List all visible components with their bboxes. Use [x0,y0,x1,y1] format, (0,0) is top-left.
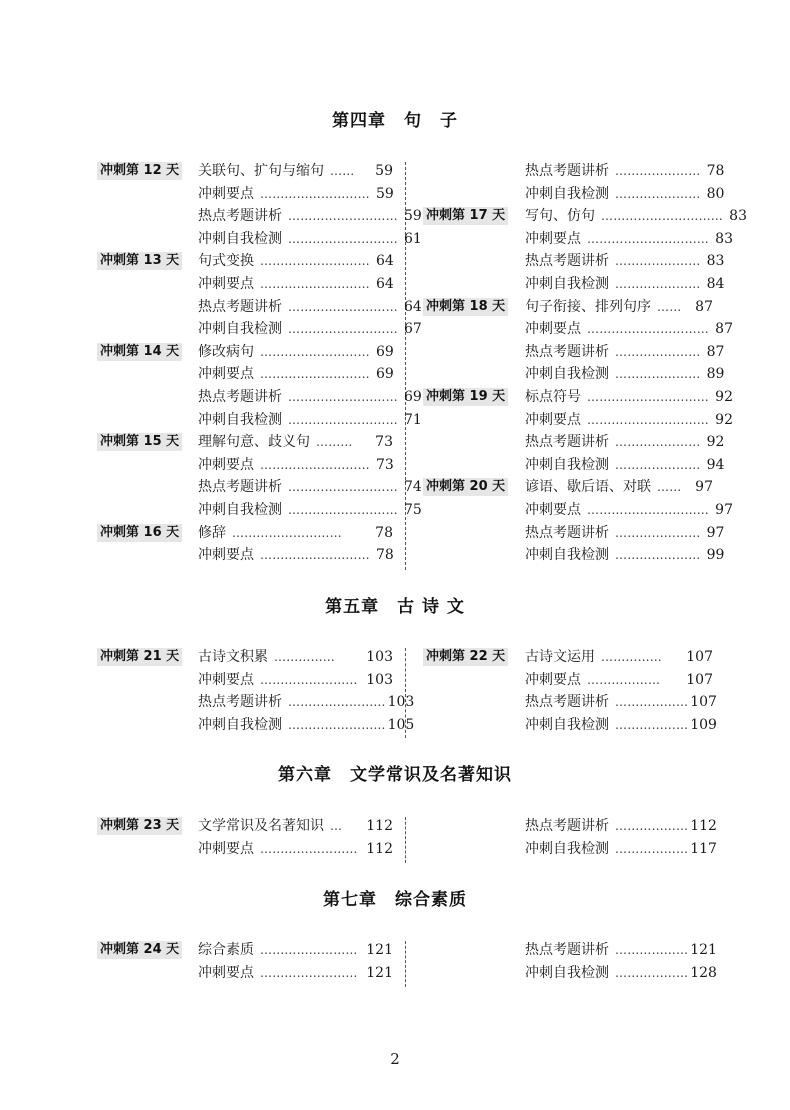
leader-dots: ……………………… [288,389,398,404]
entry-title: 热点考题讲析 [198,388,282,405]
page-ref: 71 [403,411,422,428]
toc-entry-link[interactable] [525,669,713,692]
toc-row [97,273,393,296]
chapter-title: 第七章 综合素质 [323,890,467,910]
toc-row [423,939,717,962]
toc-entry-link[interactable] [525,160,725,183]
page-ref: 64 [403,298,422,315]
toc-row [423,499,733,522]
toc-row [423,363,725,386]
page-ref: 78 [706,163,725,179]
toc-row [423,386,733,409]
toc-entry-link[interactable] [525,183,725,206]
entry-title: 热点考题讲析 [525,434,609,451]
entry-title: 冲刺要点 [198,275,254,292]
page-ref: 103 [366,671,393,688]
toc-row [423,205,747,228]
toc-entry-link[interactable] [525,228,733,251]
leader-dots: ……………………… [232,525,342,540]
page-ref: 97 [695,479,713,496]
leader-dots: ………………………… [587,231,709,246]
toc-row [97,522,393,545]
entry-title: 冲刺自我检测 [525,547,609,564]
page-ref: 87 [715,321,733,338]
page-ref: 84 [706,275,725,292]
entry-title: 冲刺自我检测 [525,275,609,292]
chapter-title: 第六章 文学常识及名著知识 [278,765,512,785]
toc-row [423,838,717,861]
leader-dots: …… [330,164,355,178]
toc-row [97,714,415,737]
toc-row [97,454,393,477]
toc-row [423,409,733,432]
page-ref: 80 [706,185,725,202]
page-ref: 103 [366,649,393,665]
leader-dots: ………………………… [587,412,709,427]
entry-title: 冲刺要点 [525,230,581,247]
leader-dots: …………… [601,650,662,664]
toc-row [423,815,717,838]
leader-dots: ………………………… [601,209,723,224]
leader-dots: ………………… [615,186,701,201]
toc-entry-link[interactable] [525,205,747,228]
entry-title: 写句、仿句 [525,208,595,225]
entry-title: 冲刺要点 [198,185,254,202]
left-column [97,160,422,567]
toc-row [97,939,393,962]
leader-dots: …………………… [260,943,358,957]
toc-row [97,431,393,454]
page-number: 2 [390,1050,400,1068]
leader-dots: …………………… [288,717,386,732]
toc-row [97,476,422,499]
leader-dots: ………………… [615,276,701,291]
leader-dots: ……………………… [288,322,398,337]
entry-title: 热点考题讲析 [525,942,609,958]
page-ref: 69 [375,366,394,383]
leader-dots: …………………… [288,695,386,710]
toc-entry-link[interactable] [198,296,422,319]
entry-title: 综合素质 [198,942,254,958]
toc-row [97,646,393,669]
toc-entry-link[interactable] [525,454,725,477]
entry-title: 热点考题讲析 [198,298,282,315]
page-ref: 109 [690,716,717,733]
toc-row [423,183,725,206]
leader-dots: ………………… [615,525,701,540]
page-ref: 83 [706,253,725,270]
toc-entry-link[interactable] [525,544,725,567]
toc-entry-link[interactable] [198,691,415,714]
toc-entry-link[interactable] [525,409,733,432]
leader-dots: ………………… [615,164,701,178]
day-label: 冲刺第 12 天 [97,162,182,180]
page-ref: 107 [690,694,717,711]
entry-title: 古诗文积累 [198,649,268,665]
page-ref: 121 [366,942,393,958]
page-ref: 78 [375,524,393,541]
page-ref: 59 [375,163,393,179]
right-column [423,939,717,984]
toc-entry-link[interactable] [198,228,422,251]
toc-row [97,544,393,567]
page-ref: 92 [706,434,725,451]
leader-dots: ………………… [615,367,701,382]
toc-row [97,205,422,228]
page-ref: 121 [366,964,393,981]
toc-entry-link[interactable] [525,386,733,409]
page-ref: 73 [375,456,394,473]
toc-entry-link[interactable] [198,476,422,499]
day-label: 冲刺第 16 天 [97,524,182,542]
entry-title: 冲刺自我检测 [525,964,609,981]
toc-row [97,183,393,206]
chapter-title: 第四章 句 子 [332,111,458,131]
leader-dots: ………………………… [587,389,709,404]
toc-entry-link[interactable] [525,522,725,545]
day-label: 冲刺第 24 天 [97,941,182,959]
entry-title: 热点考题讲析 [525,818,609,834]
page-ref: 112 [366,818,393,834]
page-ref: 107 [686,649,713,665]
entry-title: 修辞 [198,524,226,541]
entry-title: 热点考题讲析 [198,694,282,711]
left-column [97,646,415,736]
toc-row [97,499,422,522]
day-label: 冲刺第 22 天 [423,648,508,666]
toc-row [97,838,393,861]
leader-dots: …………… [274,650,335,664]
entry-title: 冲刺自我检测 [525,185,609,202]
page-ref: 87 [706,343,725,360]
entry-title: 冲刺要点 [525,501,581,518]
toc-entry-link[interactable] [198,250,393,273]
page-ref: 59 [403,208,422,225]
page-ref: 107 [686,671,713,688]
entry-title: 冲刺自我检测 [198,716,282,733]
toc-entry-link[interactable] [525,363,725,386]
page-ref: 61 [403,230,422,247]
page-ref: 74 [403,479,422,496]
toc-row [423,544,725,567]
page-ref: 92 [715,411,733,428]
entry-title: 关联句、扩句与缩句 [198,163,324,179]
left-column [97,939,393,984]
page-ref: 105 [387,716,415,733]
toc-row [97,815,393,838]
page-ref: 117 [690,840,717,857]
entry-title: 句子衔接、排列句序 [525,298,651,315]
toc-row [423,318,733,341]
entry-title: 冲刺自我检测 [525,716,609,733]
toc-row [97,318,422,341]
leader-dots: ……………………… [260,186,370,201]
entry-title: 冲刺自我检测 [198,501,282,518]
leader-dots: …………………… [260,672,358,687]
toc-row [423,228,733,251]
leader-dots: ……………………… [288,480,398,495]
toc-entry-link[interactable] [525,838,717,861]
toc-entry-link[interactable] [198,183,393,206]
toc-entry-link[interactable] [525,341,725,364]
toc-row [97,160,393,183]
toc-entry-link[interactable] [198,409,422,432]
toc-entry-link[interactable] [525,815,717,838]
leader-dots: ………………… [615,254,701,269]
toc-row [423,431,725,454]
entry-title: 冲刺要点 [525,321,581,338]
toc-entry-link[interactable] [525,296,713,319]
entry-title: 理解句意、歧义句 [198,434,310,451]
page-ref: 69 [403,388,422,405]
day-label: 冲刺第 19 天 [423,388,508,406]
toc-entry-link[interactable] [525,273,725,296]
leader-dots: ……………………… [260,548,370,563]
entry-title: 热点考题讲析 [525,524,609,541]
toc-row [97,228,422,251]
day-label: 冲刺第 18 天 [423,298,508,316]
toc-row [423,160,725,183]
entry-title: 热点考题讲析 [198,208,282,225]
entry-title: 冲刺自我检测 [198,230,282,247]
toc-entry-link[interactable] [198,646,393,669]
page-ref: 87 [695,298,713,315]
day-label: 冲刺第 23 天 [97,817,182,835]
entry-title: 标点符号 [525,388,581,405]
leader-dots: ………………… [615,435,701,450]
entry-title: 冲刺要点 [198,671,254,688]
toc-entry-link[interactable] [525,962,717,985]
page-ref: 83 [715,230,733,247]
left-column [97,815,393,860]
page-ref: 73 [375,434,393,451]
toc-row [423,714,717,737]
entry-title: 热点考题讲析 [525,694,609,711]
toc-entry-link[interactable] [198,499,422,522]
leader-dots: ……… [316,435,353,450]
day-label: 冲刺第 17 天 [423,207,508,225]
leader-dots: ……………… [587,672,661,687]
toc-row [423,522,725,545]
toc-entry-link[interactable] [525,250,725,273]
leader-dots: ………………………… [587,502,709,517]
day-label: 冲刺第 15 天 [97,433,182,451]
toc-row [423,962,717,985]
toc-row [423,476,713,499]
toc-row [97,363,393,386]
leader-dots: ……………… [615,841,689,856]
page-ref: 99 [706,547,725,564]
leader-dots: ……………… [615,965,689,980]
toc-row [97,386,422,409]
page-ref: 69 [375,343,394,360]
toc-entry-link[interactable] [198,160,393,183]
right-column [423,815,717,860]
toc-row [97,691,415,714]
leader-dots: …………………… [260,965,358,980]
page-ref: 64 [375,253,394,270]
toc-entry-link[interactable] [198,363,393,386]
column-divider [405,817,406,863]
leader-dots: ………………… [615,548,701,563]
entry-title: 冲刺要点 [525,671,581,688]
leader-dots: ………………… [615,457,701,472]
entry-title: 古诗文运用 [525,649,595,665]
toc-row [423,341,725,364]
toc-row [97,962,393,985]
toc-row [97,296,422,319]
leader-dots: ……………………… [288,209,398,224]
leader-dots: ……………………… [260,254,370,269]
leader-dots: ……………………… [260,344,370,359]
toc-entry-link[interactable] [198,205,422,228]
chapter-title: 第五章 古 诗 文 [325,597,465,617]
leader-dots: ……………… [615,695,689,710]
toc-entry-link[interactable] [525,318,733,341]
entry-title: 冲刺自我检测 [525,456,609,473]
toc-row [423,273,725,296]
page-ref: 97 [715,501,733,518]
entry-title: 句式变换 [198,253,254,270]
entry-title: 冲刺自我检测 [525,366,609,383]
toc-entry-link[interactable] [198,341,393,364]
toc-entry-link[interactable] [198,522,393,545]
page-ref: 97 [706,524,725,541]
toc-entry-link[interactable] [525,714,717,737]
toc-entry-link[interactable] [198,273,393,296]
toc-row [423,296,713,319]
page-ref: 128 [690,964,717,981]
day-label: 冲刺第 13 天 [97,252,182,270]
entry-title: 冲刺自我检测 [198,411,282,428]
page-ref: 92 [715,388,733,405]
leader-dots: ……………………… [260,457,370,472]
entry-title: 冲刺要点 [198,547,254,564]
page-ref: 64 [375,275,394,292]
toc-row [423,646,713,669]
entry-title: 热点考题讲析 [198,479,282,496]
toc-entry-link[interactable] [525,939,717,962]
entry-title: 热点考题讲析 [525,163,609,179]
toc-entry-link[interactable] [525,691,717,714]
page-ref: 121 [690,942,717,958]
column-divider [405,941,406,987]
leader-dots: ………………… [615,344,701,359]
leader-dots: ……………… [615,717,689,732]
leader-dots: …… [657,299,682,314]
leader-dots: ……………………… [288,231,398,246]
page-ref: 94 [706,456,725,473]
leader-dots: ……………………… [260,276,370,291]
toc-row [97,250,393,273]
toc-entry-link[interactable] [198,838,393,861]
entry-title: 冲刺要点 [198,366,254,383]
entry-title: 冲刺自我检测 [525,840,609,857]
page-ref: 78 [375,547,394,564]
leader-dots: … [330,819,343,833]
page-ref: 89 [706,366,725,383]
toc-entry-link[interactable] [198,318,422,341]
toc-row [97,669,393,692]
leader-dots: ……………………… [260,367,370,382]
leader-dots: ……………………… [288,502,398,517]
leader-dots: ……………… [615,819,689,833]
page-ref: 112 [690,818,717,834]
leader-dots: …… [657,480,682,495]
entry-title: 修改病句 [198,343,254,360]
leader-dots: …………………… [260,841,358,856]
toc-entry-link[interactable] [198,386,422,409]
page-ref: 67 [403,321,422,338]
day-label: 冲刺第 21 天 [97,648,182,666]
toc-entry-link[interactable] [198,815,393,838]
leader-dots: ………………………… [587,322,709,337]
page-ref: 59 [375,185,394,202]
toc-row [97,409,422,432]
right-column [423,646,717,736]
entry-title: 冲刺要点 [198,840,254,857]
toc-entry-link[interactable] [525,431,725,454]
toc-entry-link[interactable] [198,454,393,477]
toc-entry-link[interactable] [198,669,393,692]
day-label: 冲刺第 20 天 [423,478,508,496]
toc-row [423,691,717,714]
page-ref: 112 [366,840,393,857]
toc-entry-link[interactable] [198,939,393,962]
toc-entry-link[interactable] [525,476,713,499]
toc-row [423,250,725,273]
leader-dots: ……………… [615,943,689,957]
toc-entry-link[interactable] [198,431,393,454]
toc-row [423,669,713,692]
page-ref: 103 [387,694,415,711]
toc-row [423,454,725,477]
entry-title: 热点考题讲析 [525,253,609,270]
day-label: 冲刺第 14 天 [97,343,182,361]
toc-row [97,341,393,364]
toc-entry-link[interactable] [525,499,733,522]
leader-dots: ……………………… [288,412,398,427]
toc-entry-link[interactable] [198,714,415,737]
entry-title: 文学常识及名著知识 [198,818,324,834]
entry-title: 谚语、歇后语、对联 [525,479,651,496]
entry-title: 冲刺要点 [525,411,581,428]
toc-entry-link[interactable] [198,962,393,985]
page-ref: 83 [729,208,747,225]
entry-title: 冲刺要点 [198,964,254,981]
entry-title: 冲刺要点 [198,456,254,473]
leader-dots: ……………………… [288,299,398,314]
page-ref: 75 [403,501,422,518]
toc-entry-link[interactable] [525,646,713,669]
right-column [423,160,747,567]
entry-title: 冲刺自我检测 [198,321,282,338]
entry-title: 热点考题讲析 [525,343,609,360]
toc-entry-link[interactable] [198,544,393,567]
